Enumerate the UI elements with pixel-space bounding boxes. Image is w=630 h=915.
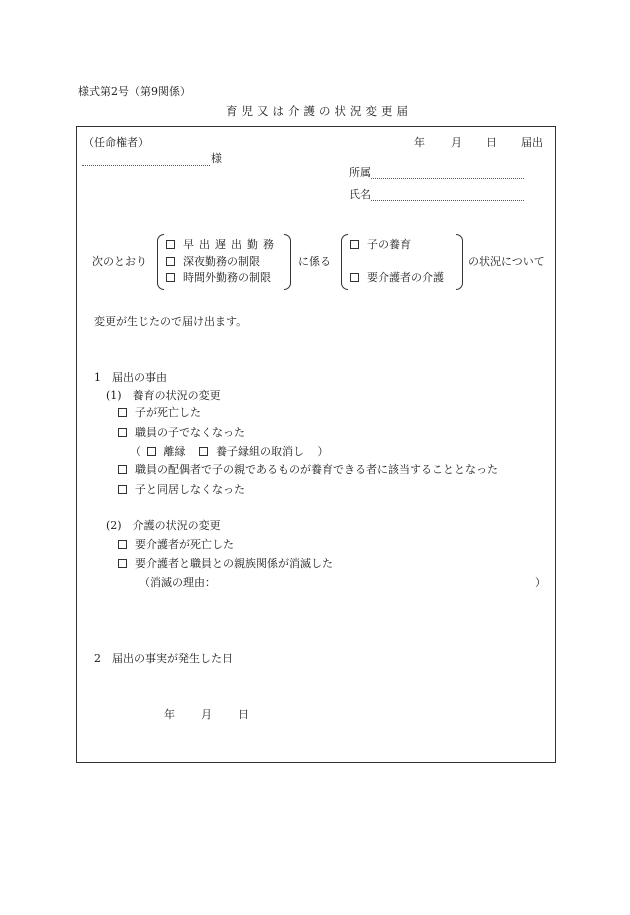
item-label: 子が死亡した — [135, 406, 201, 419]
section1-sub1-heading: (1) 養育の状況の変更 — [106, 389, 221, 402]
care-option-nursing[interactable] — [350, 272, 444, 283]
reason-row — [130, 446, 329, 457]
checkbox-icon — [147, 447, 156, 456]
item-label: 子と同居しなくなった — [135, 483, 245, 496]
work-bracket-right — [284, 234, 291, 290]
checkbox-icon — [118, 408, 127, 417]
reason-option-label: 離縁 — [163, 445, 186, 458]
section2-heading: 2 届出の事実が発生した日 — [94, 652, 233, 665]
checkbox-icon — [118, 465, 127, 474]
work-option-label: 深夜勤務の制限 — [183, 255, 260, 268]
statement-prefix: 次のとおり — [92, 255, 147, 268]
checkbox-icon — [118, 559, 127, 568]
care-bracket-left — [341, 234, 348, 290]
checkbox-icon — [350, 240, 359, 249]
name-field[interactable] — [371, 200, 524, 201]
reason-option-dissolution[interactable] — [147, 445, 186, 458]
authority-label: （任命権者） — [83, 136, 149, 149]
care-option-child[interactable] — [350, 239, 411, 250]
checkbox-icon — [118, 485, 127, 494]
item-label: 要介護者と職員との親族関係が消滅した — [135, 557, 333, 570]
date-day-label: 日 — [486, 136, 497, 149]
work-option-early-late[interactable] — [166, 239, 279, 250]
filed-label: 届出 — [521, 136, 543, 149]
work-bracket-left — [157, 234, 164, 290]
item-no-longer-child[interactable] — [118, 427, 245, 438]
affiliation-label: 所属 — [349, 166, 371, 179]
checkbox-icon — [166, 257, 175, 266]
addressee-field[interactable] — [82, 165, 210, 166]
checkbox-icon — [166, 240, 175, 249]
section1-heading: 1 届出の事由 — [94, 371, 167, 384]
occurrence-year-label: 年 — [164, 708, 175, 721]
item-child-died[interactable] — [118, 407, 201, 418]
item-label: 職員の配偶者で子の親であるものが養育できる者に該当することとなった — [135, 463, 498, 476]
item-label: 職員の子でなくなった — [135, 426, 245, 439]
occurrence-day-label: 日 — [238, 708, 249, 721]
item-spouse-can-raise[interactable] — [118, 464, 498, 475]
care-bracket-right — [456, 234, 463, 290]
work-option-night[interactable] — [166, 256, 260, 267]
form-number: 様式第2号（第9関係） — [78, 85, 191, 98]
date-year-label: 年 — [414, 136, 425, 149]
extinction-reason-label: （消滅の理由： — [139, 576, 216, 589]
form-title: 育児又は介護の状況変更届 — [226, 104, 412, 118]
checkbox-icon — [199, 447, 208, 456]
reason-option-label: 養子縁組の取消し — [216, 445, 304, 458]
work-option-label: 早出遅出勤務 — [183, 238, 279, 251]
item-label: 要介護者が死亡した — [135, 538, 234, 551]
item-care-recipient-died[interactable] — [118, 539, 234, 550]
paren-close: ） — [317, 445, 329, 458]
item-kinship-ended[interactable] — [118, 558, 333, 569]
checkbox-icon — [166, 273, 175, 282]
paren-open: （ — [130, 445, 141, 458]
statement-connector: に係る — [298, 255, 331, 268]
name-label: 氏名 — [349, 188, 371, 201]
affiliation-field[interactable] — [371, 178, 524, 179]
checkbox-icon — [350, 273, 359, 282]
reason-option-cancellation[interactable] — [199, 445, 304, 458]
care-option-label: 子の養育 — [367, 238, 411, 251]
checkbox-icon — [118, 428, 127, 437]
statement-closing: 変更が生じたので届け出ます。 — [94, 315, 248, 328]
checkbox-icon — [118, 540, 127, 549]
care-option-label: 要介護者の介護 — [367, 271, 444, 284]
occurrence-month-label: 月 — [201, 708, 212, 721]
item-no-cohabitation[interactable] — [118, 484, 245, 495]
work-option-overtime[interactable] — [166, 272, 271, 283]
extinction-reason-close: ） — [535, 576, 546, 589]
section1-sub2-heading: (2) 介護の状況の変更 — [106, 519, 221, 532]
work-option-label: 時間外勤務の制限 — [183, 271, 271, 284]
statement-suffix: の状況について — [468, 255, 545, 268]
honorific-label: 様 — [211, 152, 222, 165]
date-month-label: 月 — [451, 136, 462, 149]
